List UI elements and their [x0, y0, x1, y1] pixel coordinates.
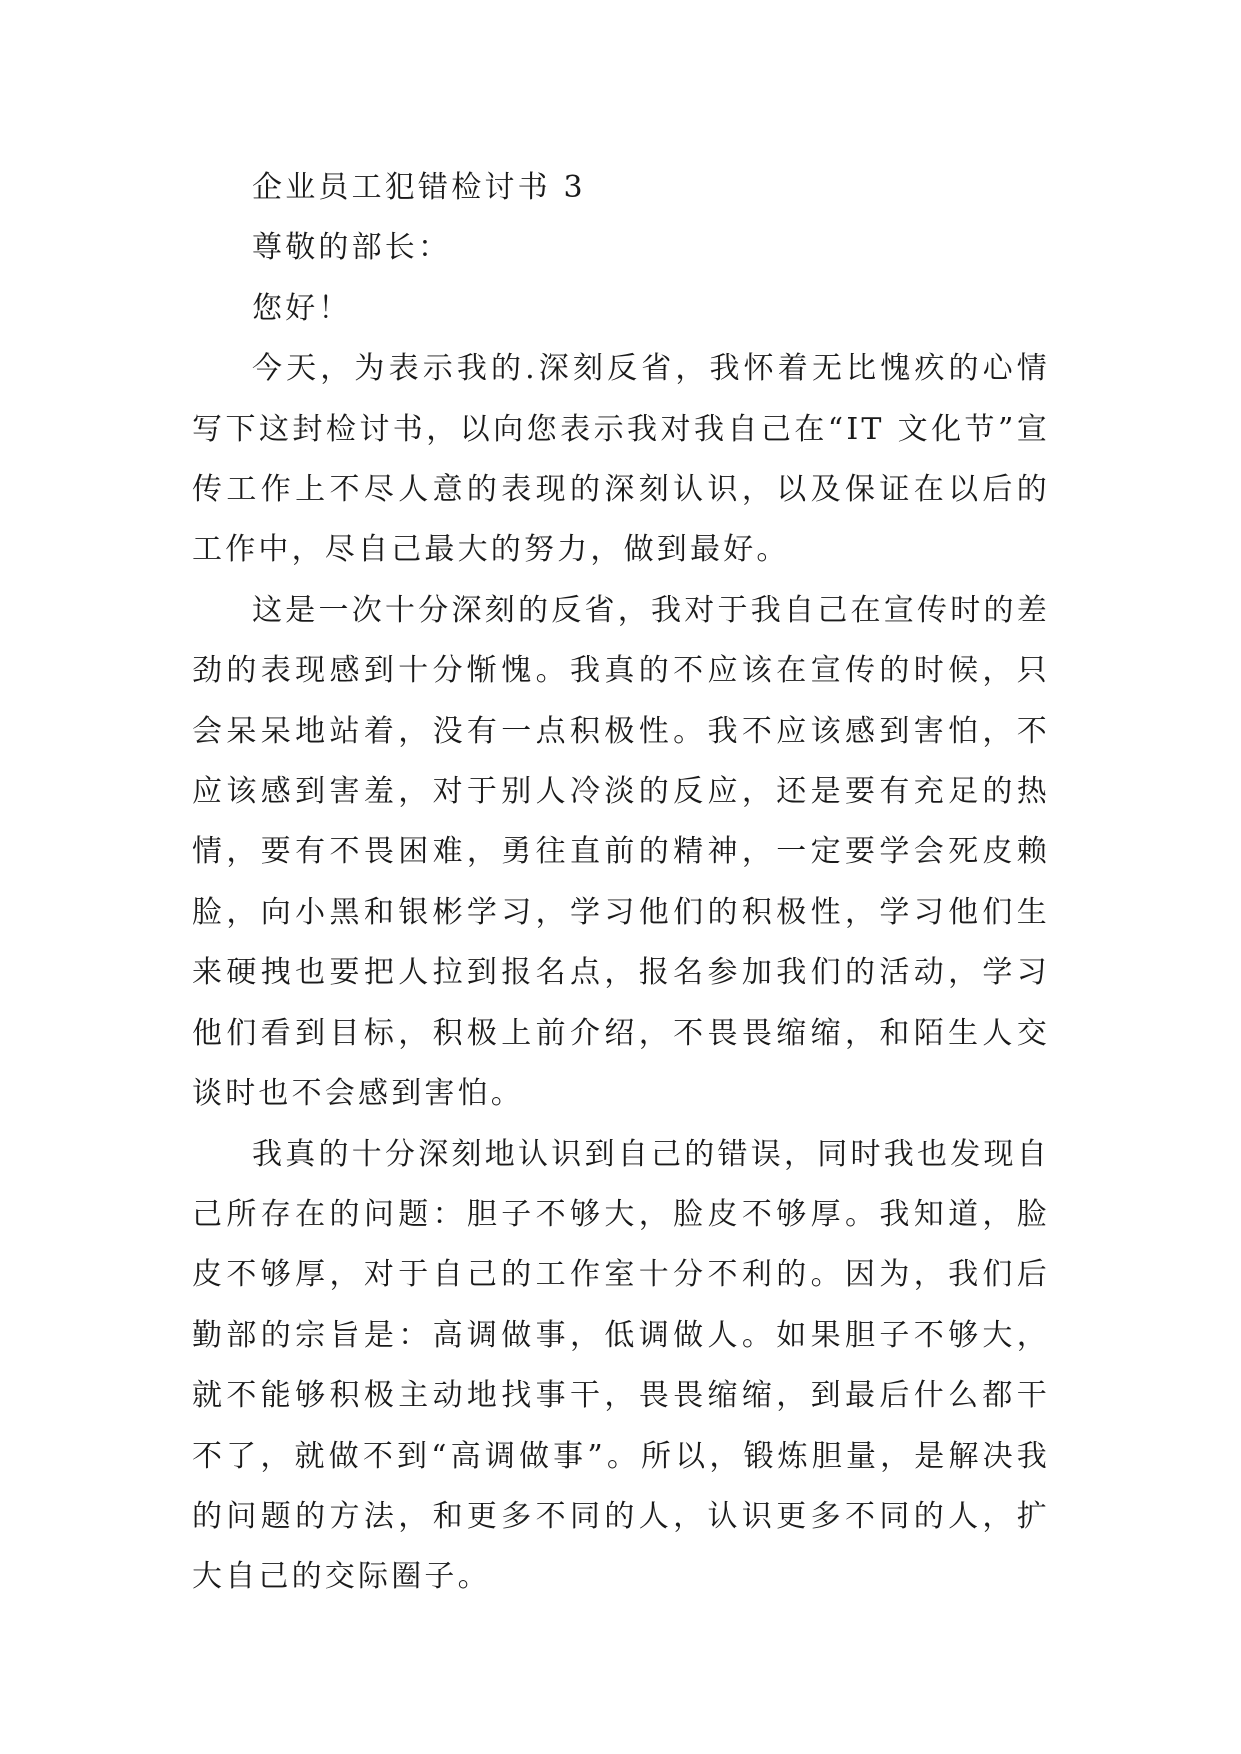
document-body [192, 158, 1050, 1608]
body-paragraph: 今天，为表示我的.深刻反省，我怀着无比愧疚的心情写下这封检讨书，以向您表示我对我自己在“IT 文化节”宣传工作上不尽人意的表现的深刻认识，以及保证在以后的工作中，尽自己最大的努力，做到最好。 [192, 351, 1050, 568]
greeting: 您好！ [252, 290, 352, 326]
body-paragraph: 我真的十分深刻地认识到自己的错误，同时我也发现自己所存在的问题：胆子不够大，脸皮不够厚。我知道，脸皮不够厚，对于自己的工作室十分不利的。因为，我们后勤部的宗旨是：高调做事，低调做人。如果胆子不够大，就不能够积极主动地找事干，畏畏缩缩，到最后什么都干不了，就做不到“高调做事”。所以，锻炼胆量，是解决我的问题的方法，和更多不同的人，认识更多不同的人，扩大自己的交际圈子。 [192, 1136, 1050, 1595]
salutation: 尊敬的部长： [252, 230, 452, 266]
body-paragraph: 这是一次十分深刻的反省，我对于我自己在宣传时的差劲的表现感到十分惭愧。我真的不应该在宣传的时候，只会呆呆地站着，没有一点积极性。我不应该感到害怕，不应该感到害羞，对于别人冷淡的反应，还是要有充足的热情，要有不畏困难，勇往直前的精神，一定要学会死皮赖脸，向小黑和银彬学习，学习他们的积极性，学习他们生来硬拽也要把人拉到报名点，报名参加我们的活动，学习他们看到目标，积极上前介绍，不畏畏缩缩，和陌生人交谈时也不会感到害怕。 [192, 592, 1050, 1112]
document-title: 企业员工犯错检讨书 3 [252, 170, 586, 205]
